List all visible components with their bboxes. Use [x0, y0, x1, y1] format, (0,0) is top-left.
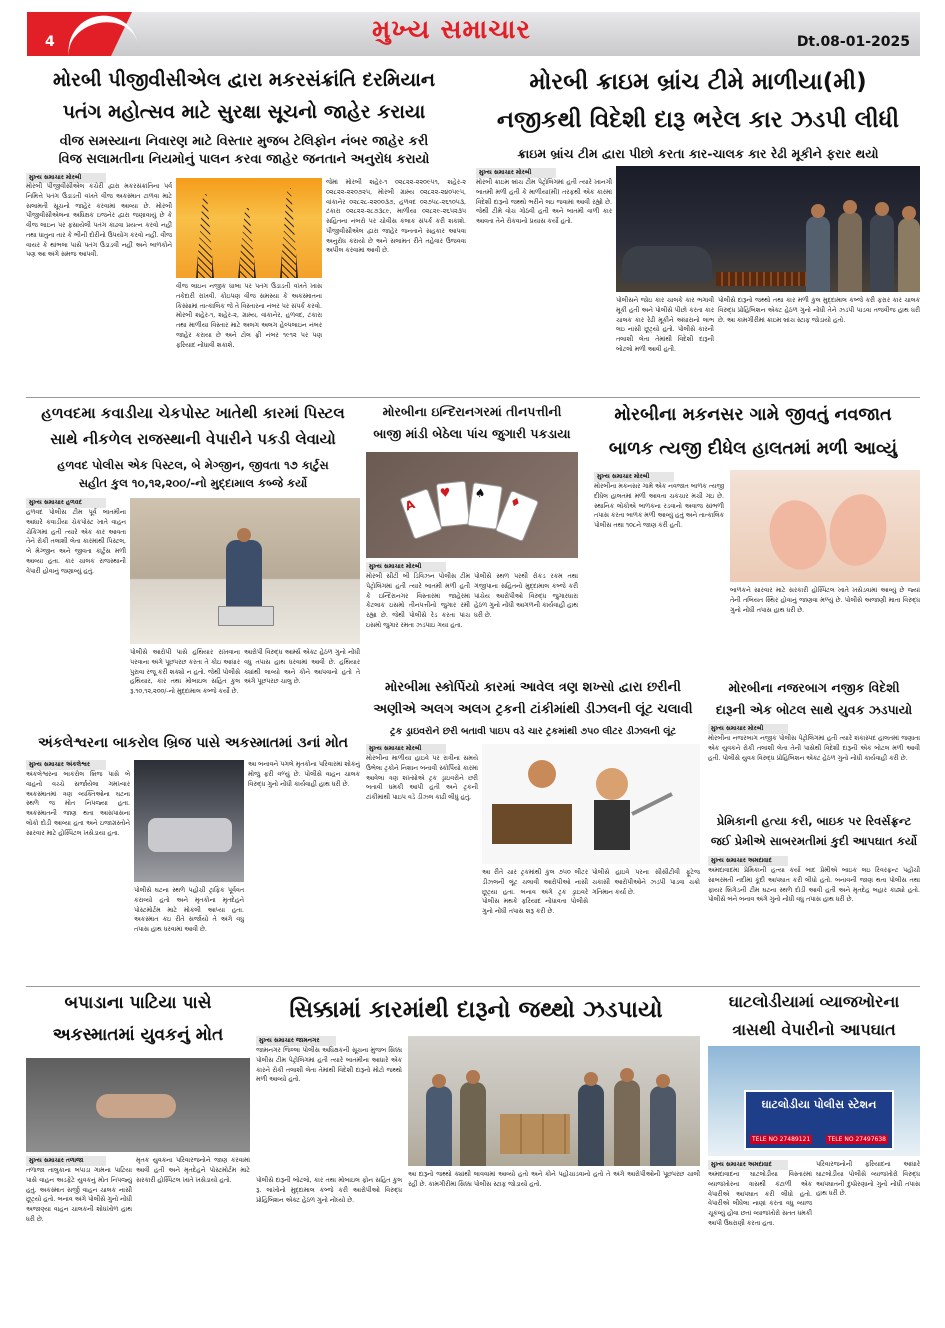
- body-baby-col1: મોરબીના મકનસર ગામે એક નવજાત બાળક ત્યજી દીધેલ હાલતમાં મળી આવતા ચકચાર મચી ગઇ છે. સ્થાનિક લોકોએ બાળકના રડવાનો અવાજ સાંભળી તપાસ કરતા બાળક મળી આવ્યું હતું અને તાત્કાલિક પોલીસ તથા ૧૦૮ને જાણ કરી હતી.: [594, 483, 724, 529]
- photo-police-station-sign: [708, 1046, 920, 1156]
- police-station-name: ઘાટલોડીયા પોલીસ સ્ટેશન: [761, 1098, 877, 1111]
- photo-accident-hand: [26, 1058, 250, 1152]
- headline-crime-line2: નજીકથી વિદેશી દારૂ ભરેલ કાર ઝડપી લીધી: [496, 107, 900, 133]
- body-halvad-col3: આરોપી વિરુદ્ધ આર્મ્સ એક્ટ હેઠળ ગુનો નોંધી વધુ તપાસ હાથ ધરવામાં આવી છે. હથિયાર ક્યાંથી લાવ્યો અને કોને આપવાનો હતો તે અંગે પૂછપરછ ચાલુ છે.: [244, 649, 360, 686]
- headline-sabarmati-line2: જઈ પ્રેમીએ સાબરમતીમાં કુદી આપઘાત કર્યો: [710, 834, 918, 848]
- subhead-crime: ક્રાઇમ બ્રાંચ ટીમ દ્વારા પીછો કરતા કાર-ચાલક કાર રેઢી મૂકીને ફરાર થયો: [517, 146, 879, 161]
- headline-halvad-line1: હળવદમા કવાડીયા ચેકપોસ્ટ ખાતેથી કારમાં પિસ્ટલ: [41, 404, 345, 422]
- police-station-board: [744, 1090, 894, 1150]
- section-title: મુખ્ય સમાચાર: [372, 15, 531, 45]
- headline-diesel-line2: અણીએ અલગ અલગ ટ્રકની ટાંકીમાંથી ડીઝલની લૂંટ ચલાવી: [373, 702, 693, 717]
- headline-pgvcl-line1: મોરબી પીજીવીસીએલ દ્વારા મકરસંક્રાંતિ દરમિયાન: [52, 69, 436, 91]
- photo-baby-feet: [730, 470, 920, 582]
- byline-najarbag: મુખ્ય સમાચાર મોરબી: [708, 724, 788, 734]
- headline-bapada-line1: બપાડાના પાટિયા પાસે: [64, 993, 212, 1013]
- photo-arrested-trader: [130, 498, 360, 644]
- byline-crime: મુખ્ય સમાચાર મોરબી: [476, 168, 556, 178]
- body-crime-col3: પોલીસે દારૂનો જથ્થો તથા કાર મળી કુલ મુદ્દામાલ કબ્જે કરી ફરાર કાર ચાલક વિરુદ્ધ પ્રોહિબિશન એક્ટ હેઠળ ગુનો નોંધી તેને ઝડપી પાડવા તજવીજ હાથ ધરી છે. આ કામગીરીમાં ક્રાઇમ બ્રાંચ સ્ટાફ જોડાયો હતો.: [718, 297, 920, 324]
- body-crime-col2: પોલીસને જોઇ કાર ચાલકે કાર ભગાવી મૂકી હતી અને પોલીસે પીછો કરતા કાર ચાલક કાર રેઢી મૂકીને અંધારાનો લાભ લઇ નાસી છૂટ્યો હતો. પોલીસે કારની તલાશી લેતા તેમાંથી વિદેશી દારૂની બોટલો મળી આવી હતી.: [616, 297, 714, 353]
- byline-sabarmati: મુખ્ય સમાચાર અમદાવાદ: [708, 856, 788, 866]
- headline-diesel-line1: મોરબીમા સ્કોર્પિયો કારમાં આવેલ ત્રણ શખ્સો દ્વારા છરીની: [385, 680, 681, 695]
- page-number: 4: [45, 34, 55, 50]
- body-najarbag: મોરબીના નજરબાગ નજીક પોલીસ પેટ્રોલિંગમાં હતી ત્યારે શંકાસ્પદ હાલતમાં જણાતા એક યુવકને રોકી તલાશી લેતા તેની પાસેથી વિદેશી દારૂની એક બોટલ મળી આવી હતી. પોલીસે યુવક વિરુદ્ધ પ્રોહિબિશન એક્ટ હેઠળ ગુનો નોંધી કાર્યવાહી કરી છે.: [708, 735, 920, 762]
- photo-playing-cards: A ♥ ♠ ♦: [366, 452, 578, 558]
- body-ankleshwar-col2: પોલીસે ઘટના સ્થળે પહોંચી ટ્રાફિક પૂર્વવત કરાવ્યો હતો અને મૃતકોના મૃતદેહને પોસ્ટમોર્ટમ માટે મોકલી આપ્યા હતા. અકસ્માત કઇ રીતે સર્જાયો તે અંગે વધુ તપાસ હાથ ધરવામાં આવી છે.: [134, 887, 244, 933]
- headline-bapada-line2: અકસ્માતમાં યુવકનું મોત: [52, 1025, 224, 1045]
- body-baby-col2: બાળકને સારવાર માટે સરકારી હોસ્પિટલ ખાતે ખસેડવામાં આવ્યું છે જ્યાં તેની તબિયત સ્થિર હોવાનું જાણવા મળ્યું છે. પોલીસે અજાણી માતા વિરુદ્ધ ગુનો નોંધી તપાસ હાથ ધરી છે.: [730, 587, 920, 614]
- police-station-tel-2: TELE NO 27497638: [827, 1136, 886, 1143]
- body-sabarmati: અમદાવાદમાં પ્રેમિકાની હત્યા કર્યા બાદ પ્રેમીએ બાઇક લઇ રિવરફ્રન્ટ પહોંચી સાબરમતી નદીમાં કૂદી આપઘાત કરી લીધો હતો. બનાવની જાણ થતા પોલીસ તથા ફાયર બ્રિગેડની ટીમ ઘટના સ્થળે દોડી આવી હતી અને મૃતદેહ બહાર કાઢ્યો હતો. પોલીસે બંને બનાવ અંગે ગુનો નોંધી વધુ તપાસ હાથ ધરી છે.: [708, 867, 920, 904]
- headline-sikka: સિક્કામાં કારમાંથી દારૂનો જથ્થો ઝડપાયો: [289, 997, 663, 1023]
- subhead-halvad-line2: સહીત કુલ ૧૦,૧૨,૨૦૦/-નો મુદ્દામાલ કબ્જે કર્યો: [78, 476, 308, 490]
- byline-bapada: મુખ્ય સમાચાર તળાજા: [26, 1156, 106, 1166]
- body-ghatlodia-col2: પરિવારજનોની ફરિયાદના આધારે ઘાટલોડીયા પોલીસે વ્યાજખોરો વિરુદ્ધ આપઘાતની દુષ્પ્રેરણાનો ગુનો નોંધી તપાસ હાથ ધરી છે.: [816, 1161, 920, 1198]
- headline-halvad-line2: સાથે નીકળેલ રાજસ્થાની વેપારીને પકડી લેવાયો: [50, 430, 336, 448]
- divider: [26, 397, 920, 398]
- body-halvad-col2: પોલીસે આરોપી પાસે હથિયાર રાખવાના પરવાના અંગે પૂછપરછ કરતા તે કોઇ આધાર પુરાવા રજૂ કરી શક્યો ન હતો. જેથી પોલીસે હથિયાર, કાર તથા મોબાઇલ સહિત કુલ રૂ.૧૦,૧૨,૨૦૦/-નો મુદ્દામાલ કબ્જે કર્યો છે.: [130, 649, 240, 695]
- body-pgvcl-col1: મોરબી પીજીવીસીએલ કચેરી દ્વારા મકરસંક્રાંતિના પર્વ નિમિત્તે પતંગ ઉડાડતી વખતે વીજ અકસ્માત ટાળવા માટે સલામતી સૂચનો જાહેર કરવામાં આવ્યા છે. મોરબી પીજીવીસીએલના અધિક્ષક ઇજનેર દ્વારા જણાવાયું છે કે વીજ લાઇન પર ફસાયેલી પતંગ કાઢવા પ્રયત્ન કરવો નહીં તથા ધાતુના તાર કે ભીની દોરીનો ઉપયોગ કરવો નહીં. વીજ વાયર કે થાંભલા પાસે પતંગ ઉડાડવી નહીં અને બાળકોને પણ આ અંગે સમજ આપવી.: [26, 183, 172, 259]
- headline-baby-line1: મોરબીના મકનસર ગામે જીવતું નવજાત: [614, 405, 892, 425]
- issue-date: Dt.08-01-2025: [796, 34, 910, 50]
- headline-gambling-line1: મોરબીના ઇન્દિરાનગરમાં તીનપત્તીની: [382, 404, 562, 419]
- body-diesel-col1: મોરબીના માળીયા હાઇવે પર રાત્રીના સમયે ઉભેલા ટ્રકોને નિશાન બનાવી સ્કોર્પિયો કારમાં આવેલા ત્રણ શખ્સોએ ટ્રક ડ્રાઇવરોને છરી બતાવી ધમકી આપી હતી અને ટ્રકની ટાંકીમાંથી પાઇપ વડે ડીઝલ કાઢી લીધું હતું.: [366, 755, 478, 801]
- subhead-diesel: ટ્રક ડ્રાઇવરોને છરી બતાવી પાઇપ વડે ચાર ટ્રકમાંથી ૭૫૦ લીટર ડીઝલની લૂંટ: [389, 726, 676, 737]
- photo-power-towers: [176, 178, 322, 278]
- body-sikka-col2: પોલીસે દારૂની બોટલો, કાર તથા મોબાઇલ ફોન સહિત કુલ રૂ. લાખોનો મુદ્દામાલ કબ્જે કરી આરોપીઓ વિરુદ્ધ પ્રોહિબિશન એક્ટ હેઠળ ગુનો નોંધ્યો છે.: [256, 1177, 402, 1204]
- body-sikka-col1: જામનગર જિલ્લા પોલીસ અધિક્ષકની સૂચના મુજબ સિક્કા પોલીસ ટીમ પેટ્રોલિંગમાં હતી ત્યારે બાતમીના આધારે એક કારને રોકી તલાશી લેતા તેમાંથી વિદેશી દારૂનો મોટો જથ્થો મળી આવ્યો હતો.: [256, 1047, 402, 1084]
- byline-pgvcl: મુખ્ય સમાચાર મોરબી: [26, 173, 106, 183]
- photo-liquor-car-seized: [616, 166, 920, 292]
- headline-gambling-line2: બાજી માંડી બેઠેલા પાંચ જુગારી પકડાયા: [373, 426, 571, 441]
- body-diesel-col2: આ રીતે ચાર ટ્રકમાંથી કુલ ૭૫૦ લીટર ડીઝલની લૂંટ ચલાવી આરોપીઓ નાસી છૂટ્યા હતા. બનાવ અંગે ટ્રક ડ્રાઇવરે પોલીસ મથકે ફરિયાદ નોંધાવતા પોલીસે ગુનો નોંધી તપાસ શરૂ કરી છે.: [482, 869, 588, 915]
- byline-halvad: મુખ્ય સમાચાર હળવદ: [26, 498, 106, 508]
- headline-najarbag-line1: મોરબીના નજરબાગ નજીક વિદેશી: [728, 680, 900, 695]
- body-crime-col1: મોરબી ક્રાઇમ બ્રાંચ ટીમ પેટ્રોલિંગમાં હતી ત્યારે ખાનગી બાતમી મળી હતી કે માળીયા(મી) તરફથી એક કારમાં વિદેશી દારૂનો જથ્થો ભરીને લઇ જવામાં આવી રહ્યો છે. જેથી ટીમે વોચ ગોઠવી હતી અને બાતમી વાળી કાર આવતા તેને રોકવાનો પ્રયાસ કર્યો હતો.: [476, 179, 612, 225]
- photo-sikka-police-team: [408, 1036, 700, 1166]
- byline-ghatlodia: મુખ્ય સમાચાર અમદાવાદ: [708, 1160, 788, 1170]
- police-station-tel-1: TELE NO 27489121: [752, 1136, 811, 1143]
- photo-robbery-cartoon: [482, 744, 700, 864]
- body-halvad-col1: હળવદ પોલીસ ટીમ પૂર્વ બાતમીના આધારે કવાડીયા ચેકપોસ્ટ ખાતે વાહન ચેકિંગમાં હતી ત્યારે એક કાર આવતા તેને રોકી તલાશી લેતા કારમાંથી પિસ્ટલ, બે મેગ્જીન અને જીવતા કાર્ટુસ મળી આવ્યા હતા. કાર ચાલક રાજસ્થાની વેપારી હોવાનું જણાવ્યું હતું.: [26, 509, 126, 575]
- body-diesel-col3: પોલીસે હાઇવે પરના સીસીટીવી ફૂટેજ ચકાસી આરોપીઓને ઝડપી પાડવા ચક્રો ગતિમાન કર્યા છે.: [592, 869, 700, 896]
- body-ankleshwar-col1: અંકલેશ્વરના બાકરોલ બ્રિજ પાસે બે વાહનો વચ્ચે સર્જાયેલા ગમખ્વાર અકસ્માતમાં ત્રણ વ્યક્તિઓના ઘટના સ્થળે જ મોત નિપજ્યા હતા. અકસ્માતની જાણ થતા આસપાસના લોકો દોડી આવ્યા હતા અને ઇજાગ્રસ્તોને સારવાર માટે હોસ્પિટલ ખસેડાયા હતા.: [26, 771, 130, 837]
- divider: [26, 986, 920, 987]
- headline-crime-line1: મોરબી ક્રાઇમ બ્રાંચ ટીમે માળીયા(મી): [529, 69, 867, 95]
- body-gambling-col1: મોરબી સીટી બી ડિવિઝન પોલીસ ટીમ પેટ્રોલિંગમાં હતી ત્યારે બાતમી મળી હતી કે ઇન્દિરાનગર વિસ્તારમાં જાહેરમાં કેટલાક ઇસમો તીનપત્તીનો જુગાર રમી રહ્યા છે. જેથી પોલીસે રેડ કરતા પાંચ ઇસમો જુગાર રમતા ઝડપાઇ ગયા હતા.: [366, 573, 470, 629]
- headline-ankleshwar: અંકલેશ્વરના બાકરોલ બ્રિજ પાસે અકસ્માતમાં ૩નાં મોત: [38, 735, 348, 751]
- body-gambling-col2: પોલીસે સ્થળ પરથી રોકડ રકમ તથા ગંજીપાના સહિતનો મુદ્દામાલ કબ્જે કરી પાંચેય આરોપીઓ વિરુદ્ધ જુગારધારા હેઠળ ગુનો નોંધી આગળની કાર્યવાહી હાથ ધરી છે.: [474, 573, 578, 619]
- body-pgvcl-col2: વીજ લાઇન નજીક ધાબા પર પતંગ ઉડાડતી વખતે ખાસ તકેદારી રાખવી. કોઇપણ વીજ સમસ્યા કે અકસ્માતના કિસ્સામાં તાત્કાલિક જે તે વિસ્તારના નંબર પર સંપર્ક કરવો. મોરબી શહેર-૧, શહેર-૨, ગ્રામ્ય, વાંકાનેર, હળવદ, ટંકારા તથા માળીયા વિસ્તાર માટે અલગ અલગ હેલ્પલાઇન નંબર જાહેર કરાયા છે અને ટોલ ફ્રી નંબર ૧૯૧૨ પર પણ ફરિયાદ નોંધાવી શકાશે.: [176, 283, 322, 349]
- byline-baby: મુખ્ય સમાચાર મોરબી: [594, 472, 674, 482]
- headline-pgvcl-line2: પતંગ મહોત્સવ માટે સુરક્ષા સૂચનો જાહેર કરાયા: [62, 101, 426, 123]
- photo-accident-victim: [134, 760, 244, 882]
- headline-najarbag-line2: દારૂની એક બોટલ સાથે યુવક ઝડપાયો: [715, 702, 913, 717]
- headline-ghatlodia-line2: ત્રાસથી વેપારીનો આપઘાત: [732, 1020, 896, 1039]
- body-bapada-col2: મૃતક યુવકના પરિવારજનોને જાણ કરવામાં આવી હતી અને મૃતદેહને પોસ્ટમોર્ટમ માટે સરકારી હોસ્પિટલ ખાતે ખસેડાયો હતો.: [136, 1157, 250, 1184]
- body-sikka-col3: આ દારૂનો જથ્થો ક્યાંથી લાવવામાં આવ્યો હતો અને કોને પહોંચાડવાનો હતો તે અંગે આરોપીઓની પૂછપરછ ચાલી રહી છે. કામગીરીમાં સિક્કા પોલીસ સ્ટાફ જોડાયો હતો.: [408, 1171, 700, 1188]
- headline-baby-line2: બાળક ત્યજી દીધેલ હાલતમાં મળી આવ્યું: [608, 439, 898, 459]
- subhead-pgvcl-line1: વીજ સમસ્યાના નિવારણ માટે વિસ્તાર મુજબ ટેલિફોન નંબર જાહેર કરી: [59, 134, 429, 149]
- body-ankleshwar-col3: આ બનાવને પગલે મૃતકોના પરિવારમાં શોકનું મોજું ફરી વળ્યું છે. પોલીસે વાહન ચાલક વિરુદ્ધ ગુનો નોંધી કાર્યવાહી હાથ ધરી છે.: [248, 761, 360, 788]
- body-pgvcl-col3: જેમાં મોરબી શહેર-૧ ૦૨૮૨૨-૨૨૦૯૫૧, શહેર-૨ ૦૨૮૨૨-૨૨૦૭૨૫, મોરબી ગ્રામ્ય ૦૨૮૨૨-૨૪૦૫૯૫, વાંકાનેર ૦૨૮૨૮-૨૨૦૦૩૭, હળવદ ૦૨૭૫૮-૨૬૧૦૫૩, ટંકારા ૦૨૮૨૨-૨૮૭૩૮૯, માળીયા ૦૨૮૨૯-૨૬૫૨૩૫ સહિતના નંબરો પર ચોવીસ કલાક સંપર્ક કરી શકાશે. પીજીવીસીએલ દ્વારા જાહેર જનતાને સહકાર આપવા અનુરોધ કરાયો છે અને સલામત રીતે તહેવાર ઉજવવા અપીલ કરવામાં આવી છે.: [326, 179, 466, 255]
- headline-ghatlodia-line1: ઘાટલોડીયામાં વ્યાજખોરના: [728, 992, 900, 1011]
- byline-diesel: મુખ્ય સમાચાર મોરબી: [366, 744, 446, 754]
- body-ghatlodia-col1: અમદાવાદના ઘાટલોડીયા વિસ્તારમાં વ્યાજખોરના ત્રાસથી કંટાળી એક વેપારીએ આપઘાત કરી લીધો હતો. વેપારીએ લીધેલા નાણાં કરતા વધુ વ્યાજ ચૂકવ્યું હોવા છતાં વ્યાજખોરો સતત ધમકી આપી ઉઘરાણી કરતા હતા.: [708, 1171, 812, 1227]
- headline-sabarmati-line1: પ્રેમિકાની હત્યા કરી, બાઇક પર રિવર્સફ્રન્ટ: [716, 814, 912, 828]
- byline-gambling: મુખ્ય સમાચાર મોરબી: [366, 562, 446, 572]
- subhead-pgvcl-line2: વિજ સલામતીના નિયમોનું પાલન કરવા જાહેર જનતાને અનુરોધ કરાયો: [58, 152, 430, 167]
- byline-ankleshwar: મુખ્ય સમાચાર અંકલેશ્વર: [26, 760, 106, 770]
- subhead-halvad-line1: હળવદ પોલીસ એક પિસ્ટલ, બે મેગ્જીન, જીવતા ૧૭ કાર્ટુસ: [57, 458, 329, 472]
- masthead: [27, 12, 920, 56]
- body-bapada-col1: તળાજા તાલુકાના બપાડા ગામના પાટિયા પાસે વાહન અડફેટે યુવકનું મોત નિપજ્યું હતું. અકસ્માત સર્જી વાહન ચાલક નાસી છૂટ્યો હતો. બનાવ અંગે પોલીસે ગુનો નોંધી અજાણ્યા વાહન ચાલકની શોધખોળ હાથ ધરી છે.: [26, 1167, 132, 1223]
- byline-sikka: મુખ્ય સમાચાર જામનગર: [256, 1036, 336, 1046]
